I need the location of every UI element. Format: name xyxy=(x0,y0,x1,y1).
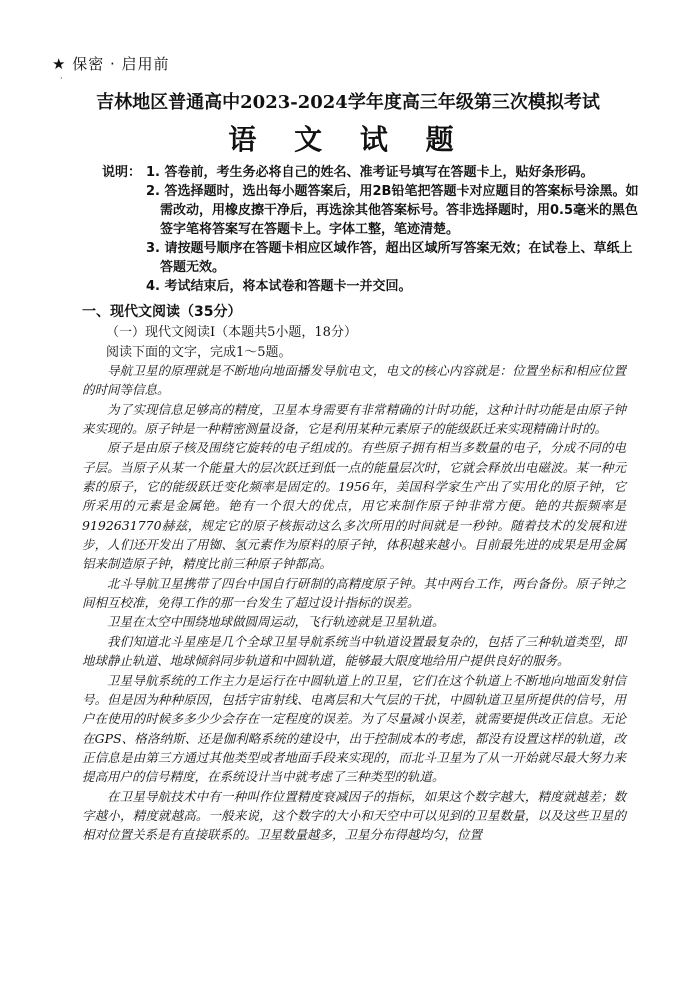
passage-paragraph: 在卫星导航技术中有一种叫作位置精度衰减因子的指标，如果这个数字越大，精度就越差；数字越小，精度就越高。一般来说，这个数字的大小和天空中可以见到的卫星数量，以及这些卫星的相对位置关系是有直接联系的。卫星数量越多，卫星分布得越均匀，位置 xyxy=(82,788,626,843)
passage-paragraph: 我们知道北斗星座是几个全球卫星导航系统当中轨道设置最复杂的，包括了三种轨道类型，即地球静止轨道、地球倾斜同步轨道和中圆轨道，能够最大限度地给用户提供良好的服务。 xyxy=(82,633,626,669)
bullet-dot: · xyxy=(60,74,63,83)
instructions-label: 说明： xyxy=(102,165,142,180)
passage xyxy=(82,361,626,845)
section-title: 一、现代文阅读（35分） xyxy=(82,304,242,320)
exam-header: 吉林地区普通高中2023-2024学年度高三年级第三次模拟考试 xyxy=(96,92,600,113)
passage-paragraph: 导航卫星的原理就是不断地向地面播发导航电文，电文的核心内容就是：位置坐标和相应位置的时间等信息。 xyxy=(82,363,626,398)
subsection-title: （一）现代文阅读Ⅰ（本题共5小题，18分） xyxy=(106,325,357,340)
passage-paragraph: 卫星导航系统的工作主力是运行在中圆轨道上的卫星，它们在这个轨道上不断地向地面发射信号。但是因为种种原因，包括宇宙射线、电离层和大气层的干扰，中圆轨道卫星所提供的信号，用户在使用的时候多多少少会存在一定程度的误差。为了尽量减小误差，就需要提供改正信息。无论在GPS、格洛纳斯、还是伽利略系统的建设中，出于控制成本的考虑，都没有设置这样的轨道，改正信息是由第三方通过其他类型或者地面手段来实现的，而北斗卫星为了从一开始就尽最大努力来提高用户的信号精度，在系统设计当中就考虑了三种类型的轨道。 xyxy=(82,672,626,785)
secrecy-mark: ★ 保密 · 启用前 xyxy=(52,55,170,73)
reading-lead: 阅读下面的文字，完成1～5题。 xyxy=(106,345,292,360)
instruction-item: 4. 考试结束后，将本试卷和答题卡一并交回。 xyxy=(146,279,412,294)
instruction-item: 2. 答选择题时，选出每小题答案后，用2B铅笔把答题卡对应题目的答案标号涂黑。如需改动，用橡皮擦干净后，再选涂其他答案标号。答非选择题时，用0.5毫米的黑色签字笔将答案写在答题卡上。字体工整，笔迹清楚。 xyxy=(146,184,639,237)
instruction-item: 3. 请按题号顺序在答题卡相应区域作答，超出区域所写答案无效；在试卷上、草纸上答题无效。 xyxy=(146,241,633,275)
passage-paragraph: 原子是由原子核及围绕它旋转的电子组成的。有些原子拥有相当多数量的电子，分成不同的电子层。当原子从某一个能量大的层次跃迁到低一点的能量层次时，它就会释放出电磁波。某一种元素的原子，它的能级跃迁变化频率是固定的。1956年，美国科学家生产出了实用化的原子钟，它所采用的元素是金属铯。铯有一个很大的优点，用它来制作原子钟非常方便。铯的共振频率是9192631770赫兹，规定它的原子核振动这么多次所用的时间就是一秒钟。随着技术的发展和进步，人们还开发出了用铷、氢元素作为原料的原子钟，体积越来越小。目前最先进的成果是用金属铝来制造原子钟，精度比前三种原子钟都高。 xyxy=(82,440,626,572)
instruction-item: 1. 答卷前，考生务必将自己的姓名、准考证号填写在答题卡上，贴好条形码。 xyxy=(146,165,594,180)
passage-paragraph: 北斗导航卫星携带了四台中国自行研制的高精度原子钟。其中两台工作，两台备份。原子钟之间相互校准，免得工作的那一台发生了超过设计指标的误差。 xyxy=(82,575,626,611)
passage-paragraph: 为了实现信息足够高的精度，卫星本身需要有非常精确的计时功能，这种计时功能是由原子钟来实现的。原子钟是一种精密测量设备，它是利用某种元素原子的能级跃迁来实现精确计时的。 xyxy=(82,401,626,437)
exam-title: 语 文 试 题 xyxy=(228,123,468,156)
instructions xyxy=(100,163,640,296)
passage-paragraph: 卫星在太空中围绕地球做圆周运动，飞行轨迹就是卫星轨道。 xyxy=(107,614,445,630)
